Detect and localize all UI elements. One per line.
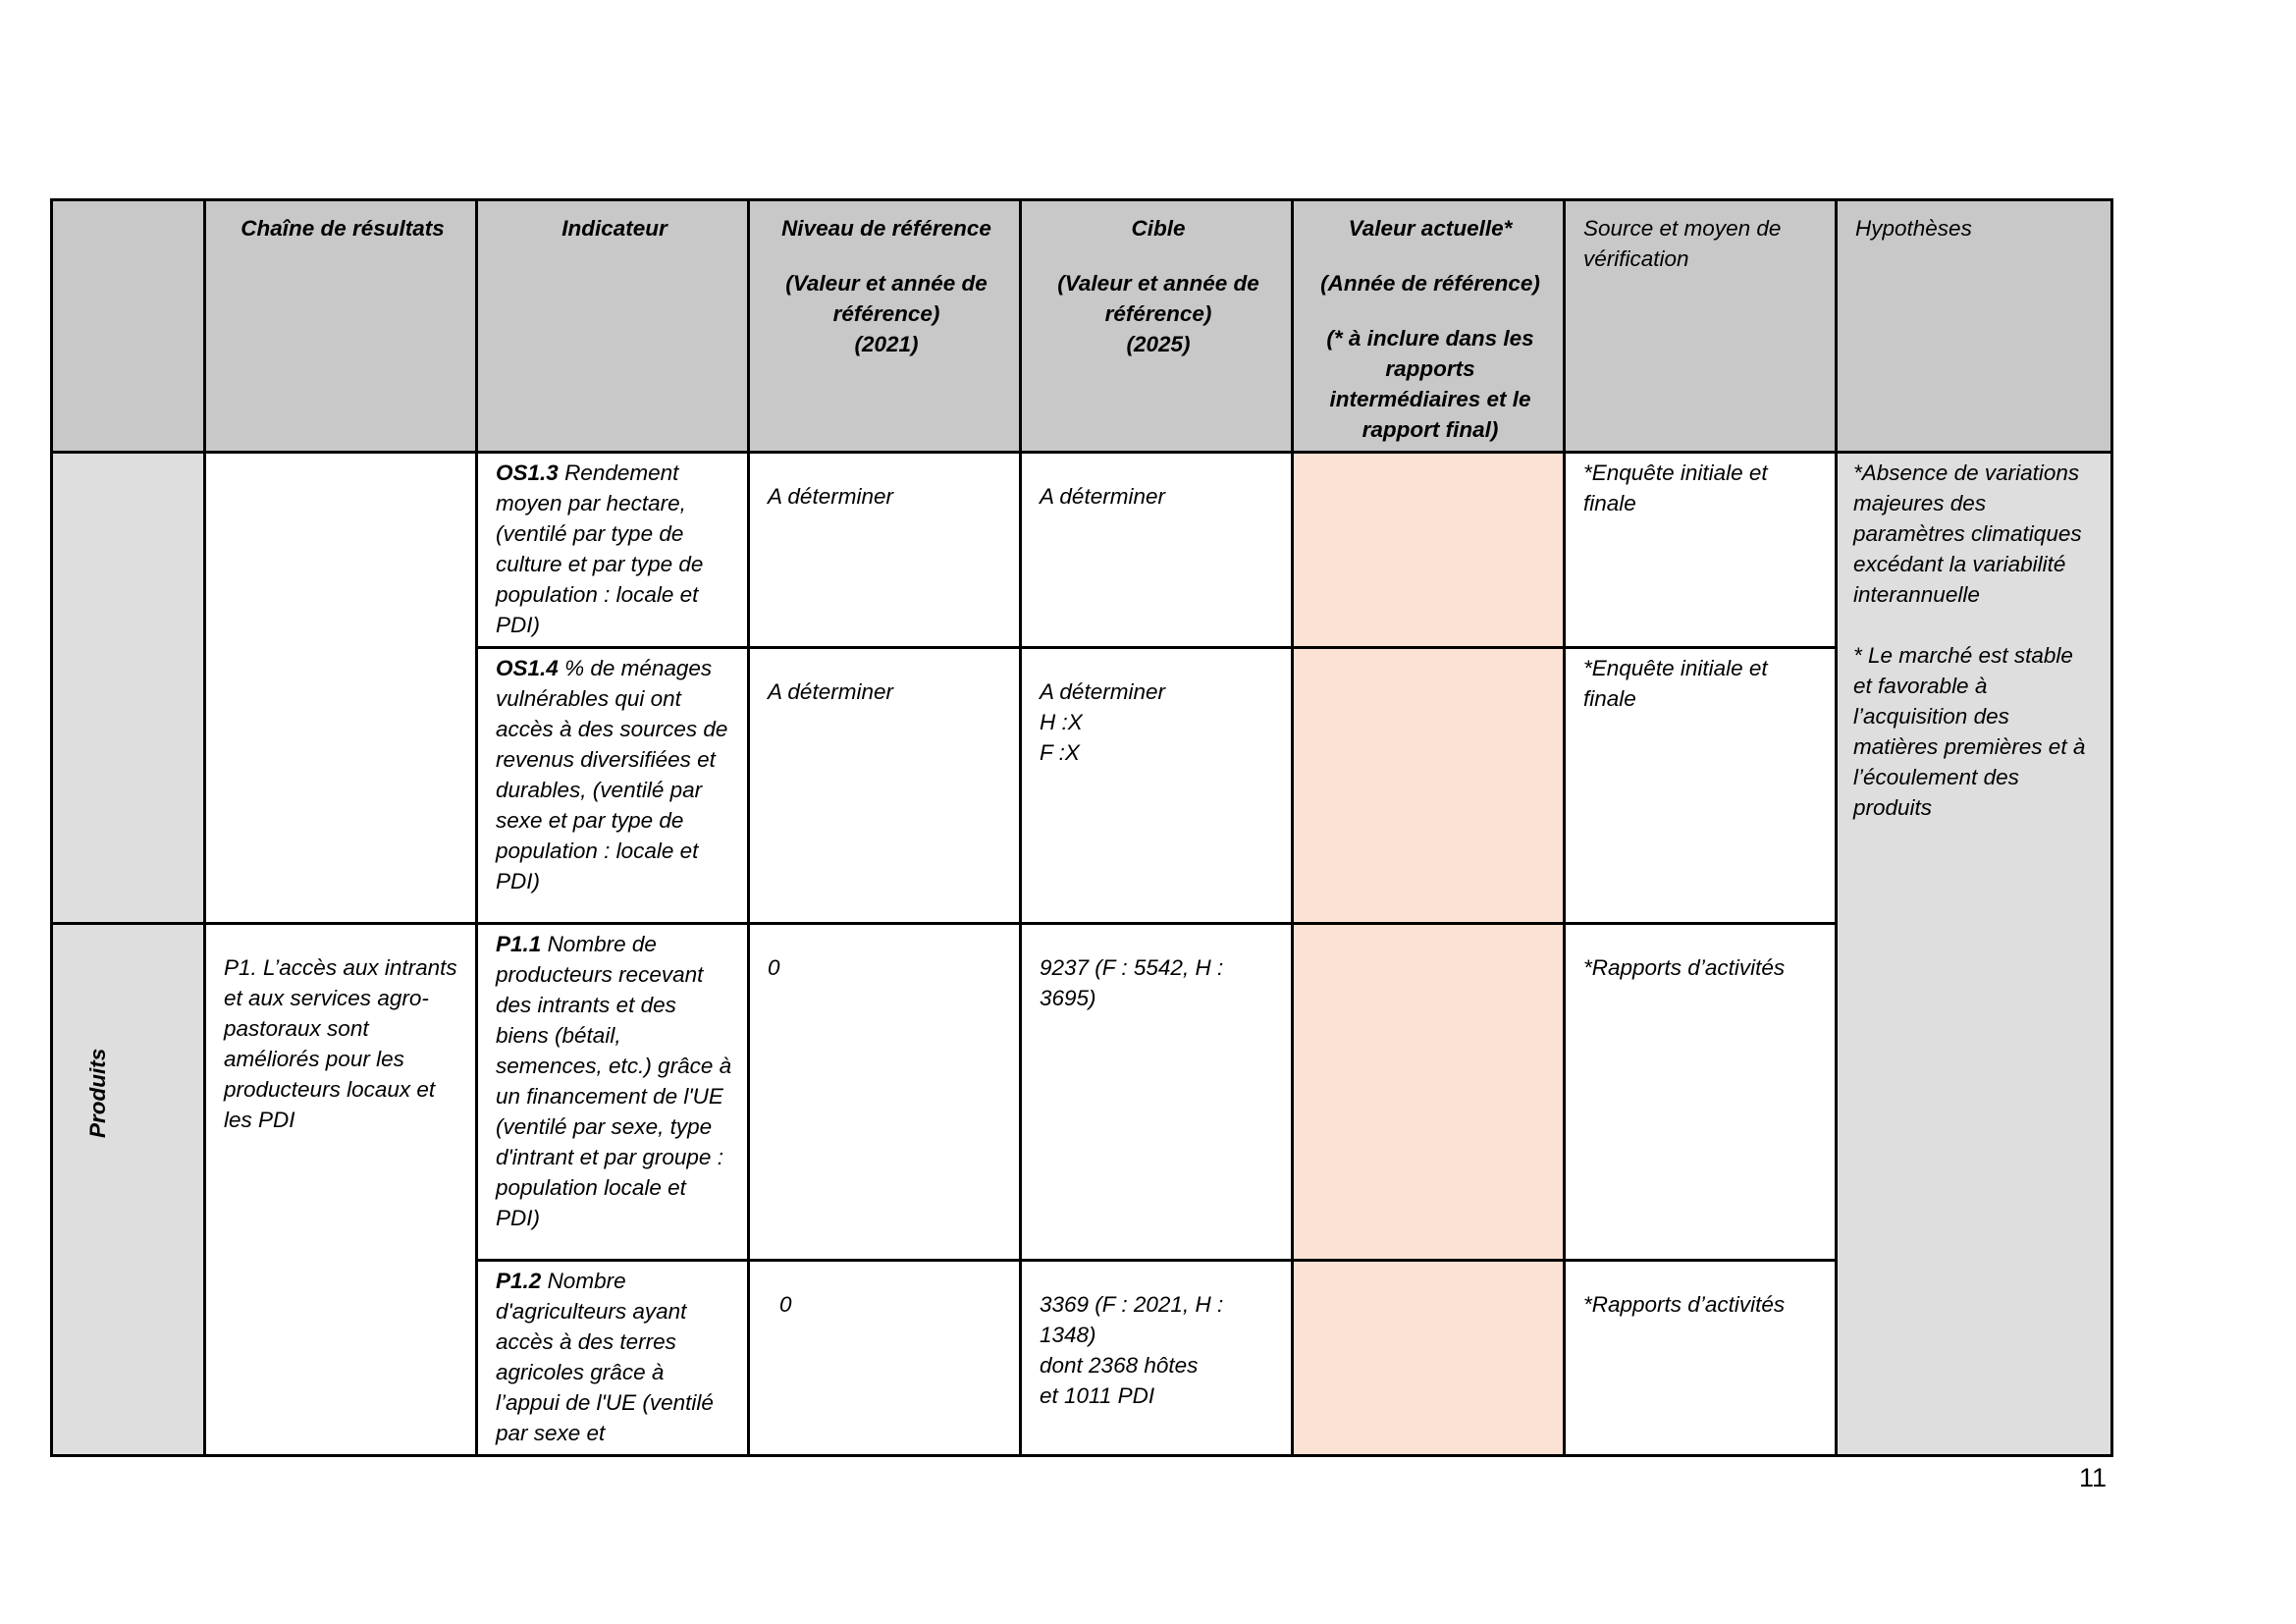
- header-indicator: Indicateur: [477, 200, 749, 453]
- current-value-cell: [1293, 924, 1565, 1261]
- target-line: A déterminer: [1040, 484, 1165, 509]
- current-value-cell: [1293, 1261, 1565, 1456]
- source-cell: *Enquête initiale et finale: [1565, 453, 1837, 648]
- indicator-code: OS1.4: [496, 656, 559, 680]
- section-label-cell: [52, 924, 205, 1456]
- header-current-note: (* à inclure dans les rapports intermédiaires et le rapport final): [1326, 326, 1534, 442]
- target-line: et 1011 PDI: [1040, 1383, 1155, 1408]
- header-baseline-title: Niveau de référence: [781, 216, 991, 241]
- header-target-sub: (Valeur et année de référence): [1057, 271, 1259, 326]
- header-current-value: [1293, 200, 1565, 453]
- target-line: A déterminer: [1040, 679, 1165, 704]
- baseline-cell: A déterminer: [749, 648, 1021, 924]
- target-line: 3369 (F : 2021, H : 1348): [1040, 1292, 1224, 1347]
- indicator-text: % de ménages vulnérables qui ont accès à des sources de revenus diversifiées et durables, (ventilé par sexe et par type de population : locale et PDI): [496, 656, 728, 893]
- indicator-cell: [477, 924, 749, 1261]
- indicator-cell: [477, 453, 749, 648]
- hypothesis-paragraph-1: *Absence de variations majeures des paramètres climatiques excédant la variabilité interannuelle: [1853, 460, 2082, 607]
- baseline-cell: 0: [749, 1261, 1021, 1456]
- header-target-title: Cible: [1131, 216, 1186, 241]
- header-source: Source et moyen de vérification: [1565, 200, 1837, 453]
- indicator-cell: [477, 648, 749, 924]
- indicator-cell: [477, 1261, 749, 1456]
- target-cell: [1021, 1261, 1293, 1456]
- indicator-text: Rendement moyen par hectare, (ventilé par type de culture et par type de population : locale et PDI): [496, 460, 704, 637]
- header-target-year: (2025): [1126, 332, 1191, 356]
- source-cell: *Enquête initiale et finale: [1565, 648, 1837, 924]
- header-target: [1021, 200, 1293, 453]
- target-cell: [1021, 648, 1293, 924]
- side-cell-upper: [52, 453, 205, 924]
- indicator-text: Nombre d'agriculteurs ayant accès à des terres agricoles grâce à l’appui de l'UE (ventilé par sexe et: [496, 1269, 714, 1445]
- source-cell: *Rapports d’activités: [1565, 1261, 1837, 1456]
- logframe-table: [50, 198, 2113, 1457]
- header-empty-cell: [52, 200, 205, 453]
- header-baseline-sub: (Valeur et année de référence): [785, 271, 988, 326]
- target-cell: [1021, 453, 1293, 648]
- indicator-code: P1.1: [496, 932, 542, 956]
- target-line: H :X: [1040, 710, 1083, 734]
- header-result-chain: Chaîne de résultats: [205, 200, 477, 453]
- header-current-sub: (Année de référence): [1320, 271, 1540, 296]
- header-row: [52, 200, 2112, 453]
- baseline-cell: A déterminer: [749, 453, 1021, 648]
- baseline-cell: 0: [749, 924, 1021, 1261]
- current-value-cell: [1293, 453, 1565, 648]
- target-line: F :X: [1040, 740, 1080, 765]
- table-row: [52, 924, 2112, 1261]
- indicator-text: Nombre de producteurs recevant des intrants et des biens (bétail, semences, etc.) grâce à un financement de l'UE (ventilé par sexe, type d'intrant et par groupe : population locale et PDI): [496, 932, 732, 1230]
- target-line: dont 2368 hôtes: [1040, 1353, 1199, 1378]
- header-baseline: [749, 200, 1021, 453]
- header-current-title: Valeur actuelle*: [1348, 216, 1513, 241]
- section-label: Produits: [85, 1048, 110, 1138]
- target-line: 9237 (F : 5542, H : 3695): [1040, 955, 1224, 1010]
- target-cell: [1021, 924, 1293, 1261]
- hypotheses-cell: [1837, 453, 2112, 1456]
- result-chain-cell-upper: [205, 453, 477, 924]
- header-hypotheses: Hypothèses: [1837, 200, 2112, 453]
- table-row: [52, 453, 2112, 648]
- source-cell: *Rapports d’activités: [1565, 924, 1837, 1261]
- page-number: 11: [2079, 1463, 2108, 1492]
- current-value-cell: [1293, 648, 1565, 924]
- hypothesis-paragraph-2: * Le marché est stable et favorable à l’acquisition des matières premières et à l’écoulement des produits: [1853, 643, 2086, 820]
- indicator-code: P1.2: [496, 1269, 542, 1293]
- indicator-code: OS1.3: [496, 460, 559, 485]
- result-chain-cell: P1. L’accès aux intrants et aux services agro-pastoraux sont améliorés pour les producteurs locaux et les PDI: [205, 924, 477, 1456]
- header-baseline-year: (2021): [854, 332, 919, 356]
